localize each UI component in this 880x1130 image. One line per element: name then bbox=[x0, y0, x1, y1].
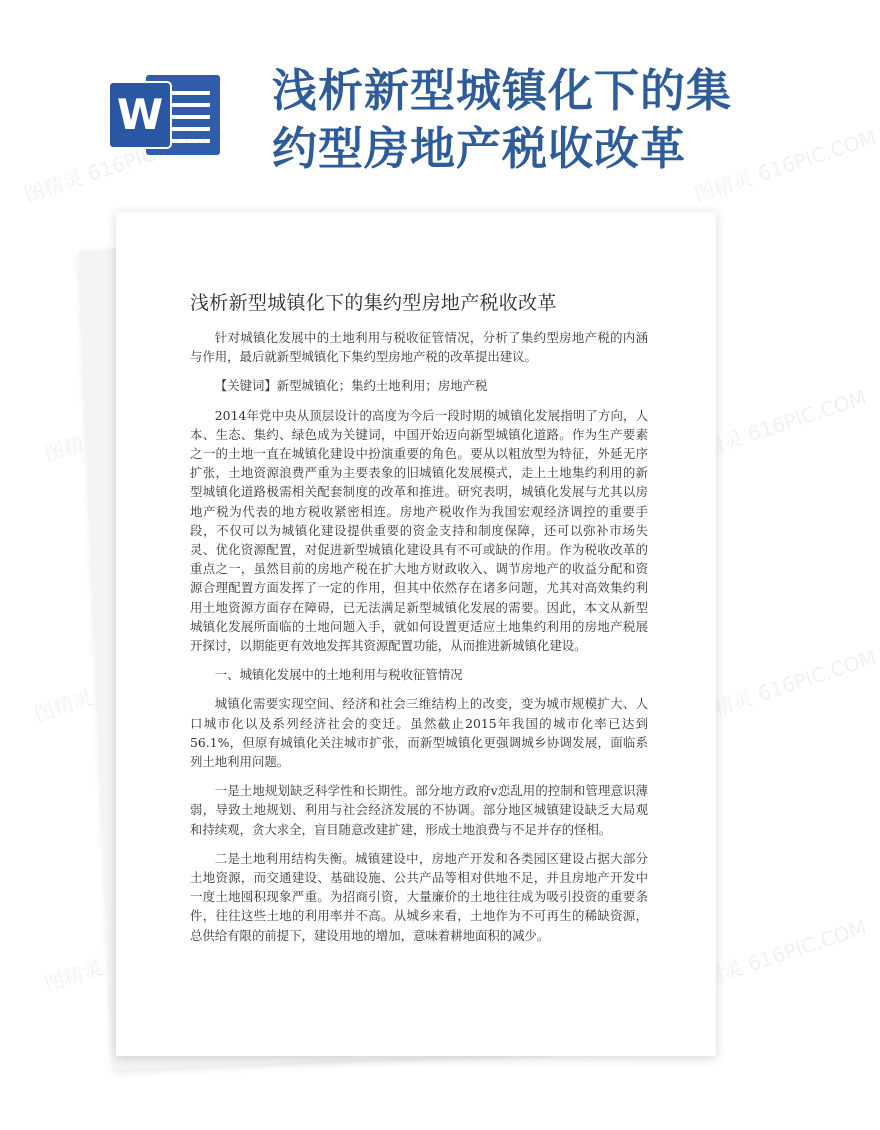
watermark: 图精灵 bbox=[41, 955, 106, 997]
document-title: 浅析新型城镇化下的集约型房地产税收改革 bbox=[190, 292, 557, 314]
watermark: 图精灵 616PIC.COM bbox=[681, 915, 870, 997]
watermark: 图精灵 bbox=[41, 425, 106, 467]
banner-title: 浅析新型城镇化下的集约型房地产税收改革 bbox=[272, 64, 733, 175]
watermark: 图精灵 bbox=[31, 685, 96, 727]
word-letter-badge: W bbox=[110, 83, 170, 147]
body-paragraph: 2014年党中央从顶层设计的高度为今后一段时期的城镇化发展指明了方向，人本、生态、集约、绿色成为关键词，中国开始迈向新型城镇化道路。作为生产要素之一的土地一直在城镇化建设中扮演重要的角色。要从以粗放型为特征，外延无序扩张，土地资源浪费严重为主要表象的旧城镇化发展模式，走上土地集约利用的新型城镇化道路极需相关配套制度的改革和推进。研究表明，城镇化发展与尤其以房地产税为代表的地方税收紧密相连。房地产税收作为我国宏观经济调控的重要手段，不仅可以为城镇化建设提供重要的资金支持和制度保障，还可以弥补市场失灵、优化资源配置，对促进新型城镇化建设具有不可或缺的作用。作为税收改革的重点之一，虽然目前的房地产税在扩大地方财政收入、调节房地产的收益分配和资源合理配置方面发挥了一定的作用，但其中依然存在诸多问题，尤其对高效集约利用土地资源方面存在障碍，已无法满足新型城镇化发展的需要。因此，本文从新型城镇化发展所面临的土地问题入手，就如何设置更适应土地集约利用的房地产税展开探讨，以期能更有效地发挥其资源配置功能，从而推进新城镇化建设。 bbox=[190, 407, 648, 654]
body-paragraph: 二是土地利用结构失衡。城镇建设中，房地产开发和各类园区建设占据大部分土地资源，而交通建设、基础设施、公共产品等相对供地不足，并且房地产开发中一度土地囤积现象严重。为招商引资，大量廉价的土地往往成为吸引投资的重要条件，往往这些土地的利用率并不高。从城乡来看，土地作为不可再生的稀缺资源，总供给有限的前提下，建设用地的增加，意味着耕地面积的减少。 bbox=[190, 850, 648, 943]
document-page bbox=[116, 212, 716, 1056]
banner bbox=[0, 0, 800, 200]
section-heading: 一、城镇化发展中的土地利用与税收征管情况 bbox=[214, 667, 463, 683]
watermark: 图精灵 616PIC.COM bbox=[21, 125, 210, 207]
watermark: 图精灵 616PIC.COM bbox=[691, 645, 880, 727]
body-paragraph: 一是土地规划缺乏科学性和长期性。部分地方政府v恋乱用的控制和管理意识薄弱，导致土地规划、利用与社会经济发展的不协调。部分地区城镇建设缺乏大局观和持续观，贪大求全，盲目随意改建扩建，形成土地浪费与不足并存的怪相。 bbox=[190, 783, 648, 837]
watermark: 图精灵 616PIC.COM bbox=[681, 385, 870, 467]
keywords-paragraph: 【关键词】新型城镇化；集约土地利用；房地产税 bbox=[214, 378, 488, 394]
watermark: 图精灵 616PIC.COM bbox=[691, 125, 880, 207]
document-body bbox=[190, 328, 648, 955]
word-doc-icon bbox=[110, 75, 220, 155]
body-paragraph: 城镇化需要实现空间、经济和社会三维结构上的改变，变为城市规模扩大、人口城市化以及系列经济社会的变迁。虽然截止2015年我国的城市化率已达到56.1%，但原有城镇化关注城市扩张，而新型城镇化更强调城乡协调发展，面临系列土地利用问题。 bbox=[190, 696, 648, 770]
abstract-paragraph: 针对城镇化发展中的土地利用与税收征管情况，分析了集约型房地产税的内涵与作用，最后就新型城镇化下集约型房地产税的改革提出建议。 bbox=[190, 330, 648, 365]
